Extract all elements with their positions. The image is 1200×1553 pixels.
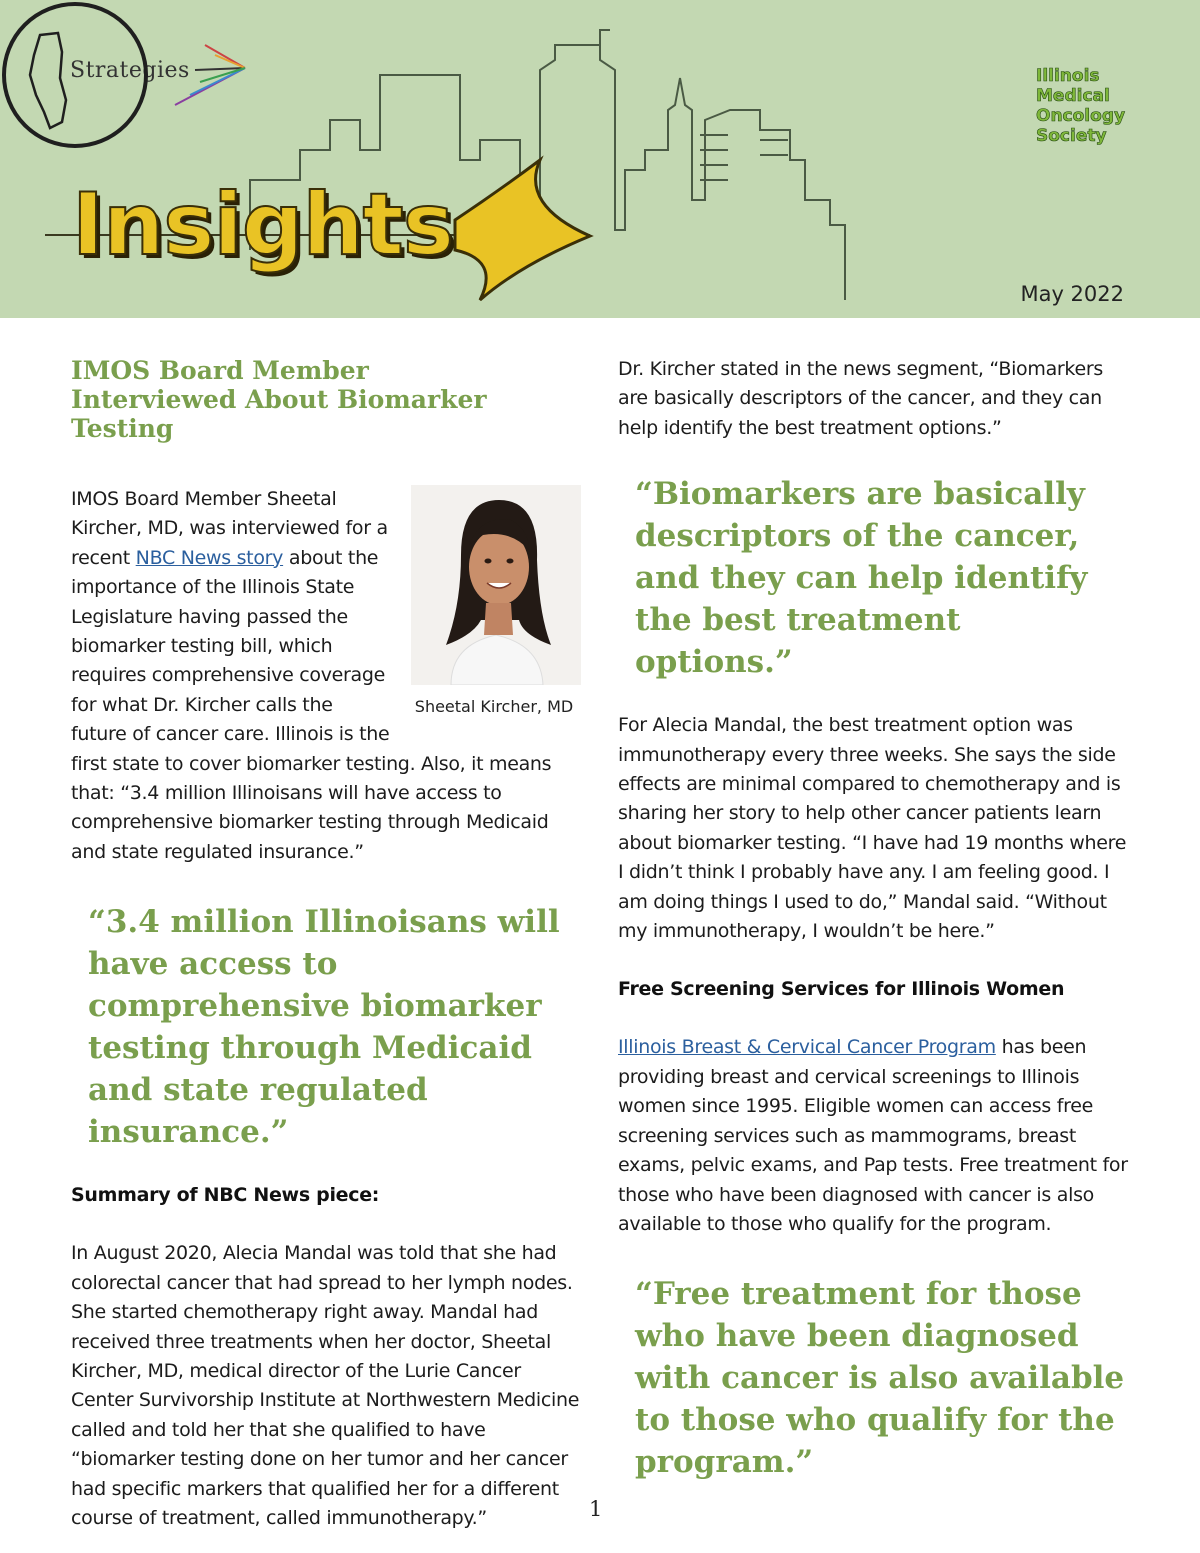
intro-text-rest: about the importance of the Illinois State Legislature having passed the biomarker testing bill, which requires comprehensive coverage for what Dr. Kircher calls the future of cancer care. Illinois is the first state to cover biomarker testing. Also, it means that: “3.4 million Illinoisans will have access to comprehensive biomarker testing through Medicaid and state regulated insurance.” xyxy=(71,546,552,863)
strategies-logo: Strategies xyxy=(70,58,190,83)
imos-text-line: Medical xyxy=(1036,86,1110,106)
page-number: 1 xyxy=(589,1497,603,1521)
breast-cervical-program-link[interactable]: Illinois Breast & Cervical Cancer Program xyxy=(618,1036,996,1059)
pull-quote-biomarkers: “Biomarkers are basically descriptors of the cancer, and they can help identify the best treatment options.” xyxy=(635,476,1088,681)
pull-quote-free-treatment: “Free treatment for those who have been diagnosed with cancer is also available to those who qualify for the program.” xyxy=(635,1276,1125,1481)
portrait-illustration xyxy=(411,485,581,685)
portrait-figure xyxy=(411,485,581,725)
photo-caption: Sheetal Kircher, MD xyxy=(414,697,574,716)
summary-heading: Summary of NBC News piece: xyxy=(71,1184,380,1207)
pull-quote-medicaid: “3.4 million Illinoisans will have access to comprehensive biomarker testing through Medicaid and state regulated insurance.” xyxy=(88,904,560,1151)
screening-heading: Free Screening Services for Illinois Women xyxy=(618,978,1065,1001)
summary-paragraph: In August 2020, Alecia Mandal was told that she had colorectal cancer that had spread to her lymph nodes. She started chemotherapy right away. Mandal had received three treatments when her doctor, Sheetal Kircher, MD, medical director of the Lurie Cancer Center Survivorship Institute at Northwestern Medicine called and told her that she qualified to have “biomarker testing done on her tumor and her cancer had specific markers that qualified her for a different course of treatment, called immunotherapy.” xyxy=(71,1242,580,1529)
imos-text-line: Society xyxy=(1036,126,1107,146)
issue-date: May 2022 xyxy=(1020,282,1124,306)
insights-masthead: Insights xyxy=(72,175,453,275)
imos-logo-text xyxy=(1036,66,1125,146)
imos-seal-logo xyxy=(0,0,150,150)
right-column xyxy=(618,355,1130,1483)
article-headline: IMOS Board Member Interviewed About Biomarker Testing xyxy=(71,356,487,443)
screening-paragraph xyxy=(618,1033,1130,1239)
intro-text-start: IMOS Board Member Sheetal Kircher, MD, was interviewed for a recent xyxy=(71,488,388,569)
portrait-photo xyxy=(411,485,581,685)
nbc-news-story-link[interactable]: NBC News story xyxy=(135,546,284,569)
mandal-paragraph: For Alecia Mandal, the best treatment option was immunotherapy every three weeks. She says the side effects are minimal compared to chemotherapy and is sharing her story to help other cancer patients learn about biomarker testing. “I have had 19 months where I didn’t think I probably have any. I am feeling good. I am doing things I used to do,” Mandal said. “Without my immunotherapy, I wouldn’t be here.” xyxy=(618,714,1127,943)
imos-text-line: Oncology xyxy=(1036,106,1126,126)
intro-block xyxy=(71,485,581,867)
screening-text: has been providing breast and cervical screenings to Illinois women since 1995. Eligible women can access free screening services such as mammograms, breast exams, pelvic exams, and Pap tests. Free treatment for those who have been diagnosed with cancer is also available to those who qualify for the program. xyxy=(618,1036,1128,1235)
left-column xyxy=(71,356,581,1533)
imos-text-line: Illinois xyxy=(1036,66,1100,86)
header-banner xyxy=(0,0,1200,318)
kircher-statement-paragraph: Dr. Kircher stated in the news segment, “Biomarkers are basically descriptors of the cancer, and they can help identify the best treatment options.” xyxy=(618,358,1103,439)
